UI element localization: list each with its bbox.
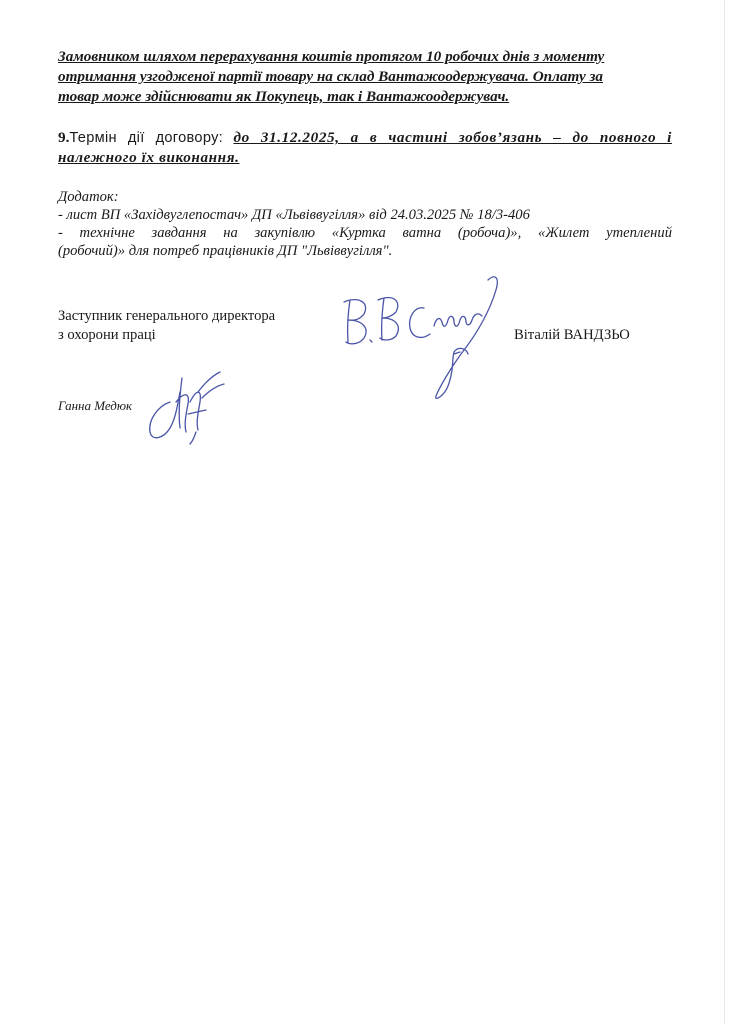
- scan-edge: [724, 0, 725, 1024]
- annex-item-spec-line1: - технічне завдання на закупівлю «Куртка ватна (робоча)», «Жилет утеплений: [58, 225, 672, 241]
- handwritten-signature-director: [336, 268, 516, 403]
- term-clause: [58, 128, 672, 168]
- clause-number: 9.: [58, 129, 70, 146]
- signer-name: Віталій ВАНДЗЬО: [514, 327, 630, 343]
- executor-name: Ганна Медюк: [58, 398, 133, 413]
- position-line: Заступник генерального директора: [58, 308, 276, 324]
- clause-label: Термін дії договору:: [69, 130, 224, 146]
- annex-title: Додаток:: [58, 189, 119, 205]
- payment-terms-line: Замовником шляхом перерахування коштів протягом 10 робочих днів з моменту: [58, 48, 605, 65]
- annex-item-letter: - лист ВП «Західвуглепостач» ДП «Львіввугілля» від 24.03.2025 № 18/3-406: [58, 207, 530, 223]
- annex-item-spec-line2: (робочий)» для потреб працівників ДП "Львіввугілля".: [58, 243, 393, 259]
- payment-terms-line: отримання узгодженої партії товару на склад Вантажоодержувача. Оплату за: [58, 68, 604, 85]
- position-line: з охорони праці: [58, 327, 156, 343]
- signer-position: [58, 307, 378, 345]
- payment-terms-paragraph: [58, 47, 672, 107]
- annex-section: [58, 188, 672, 260]
- payment-terms-line: товар може здійснювати як Покупець, так і Вантажоодержувач.: [58, 88, 510, 105]
- clause-value: до 31.12.2025, а в частині зобов’язань – до повного і належного їх виконання.: [58, 129, 672, 166]
- handwritten-signature-executor: [140, 362, 230, 447]
